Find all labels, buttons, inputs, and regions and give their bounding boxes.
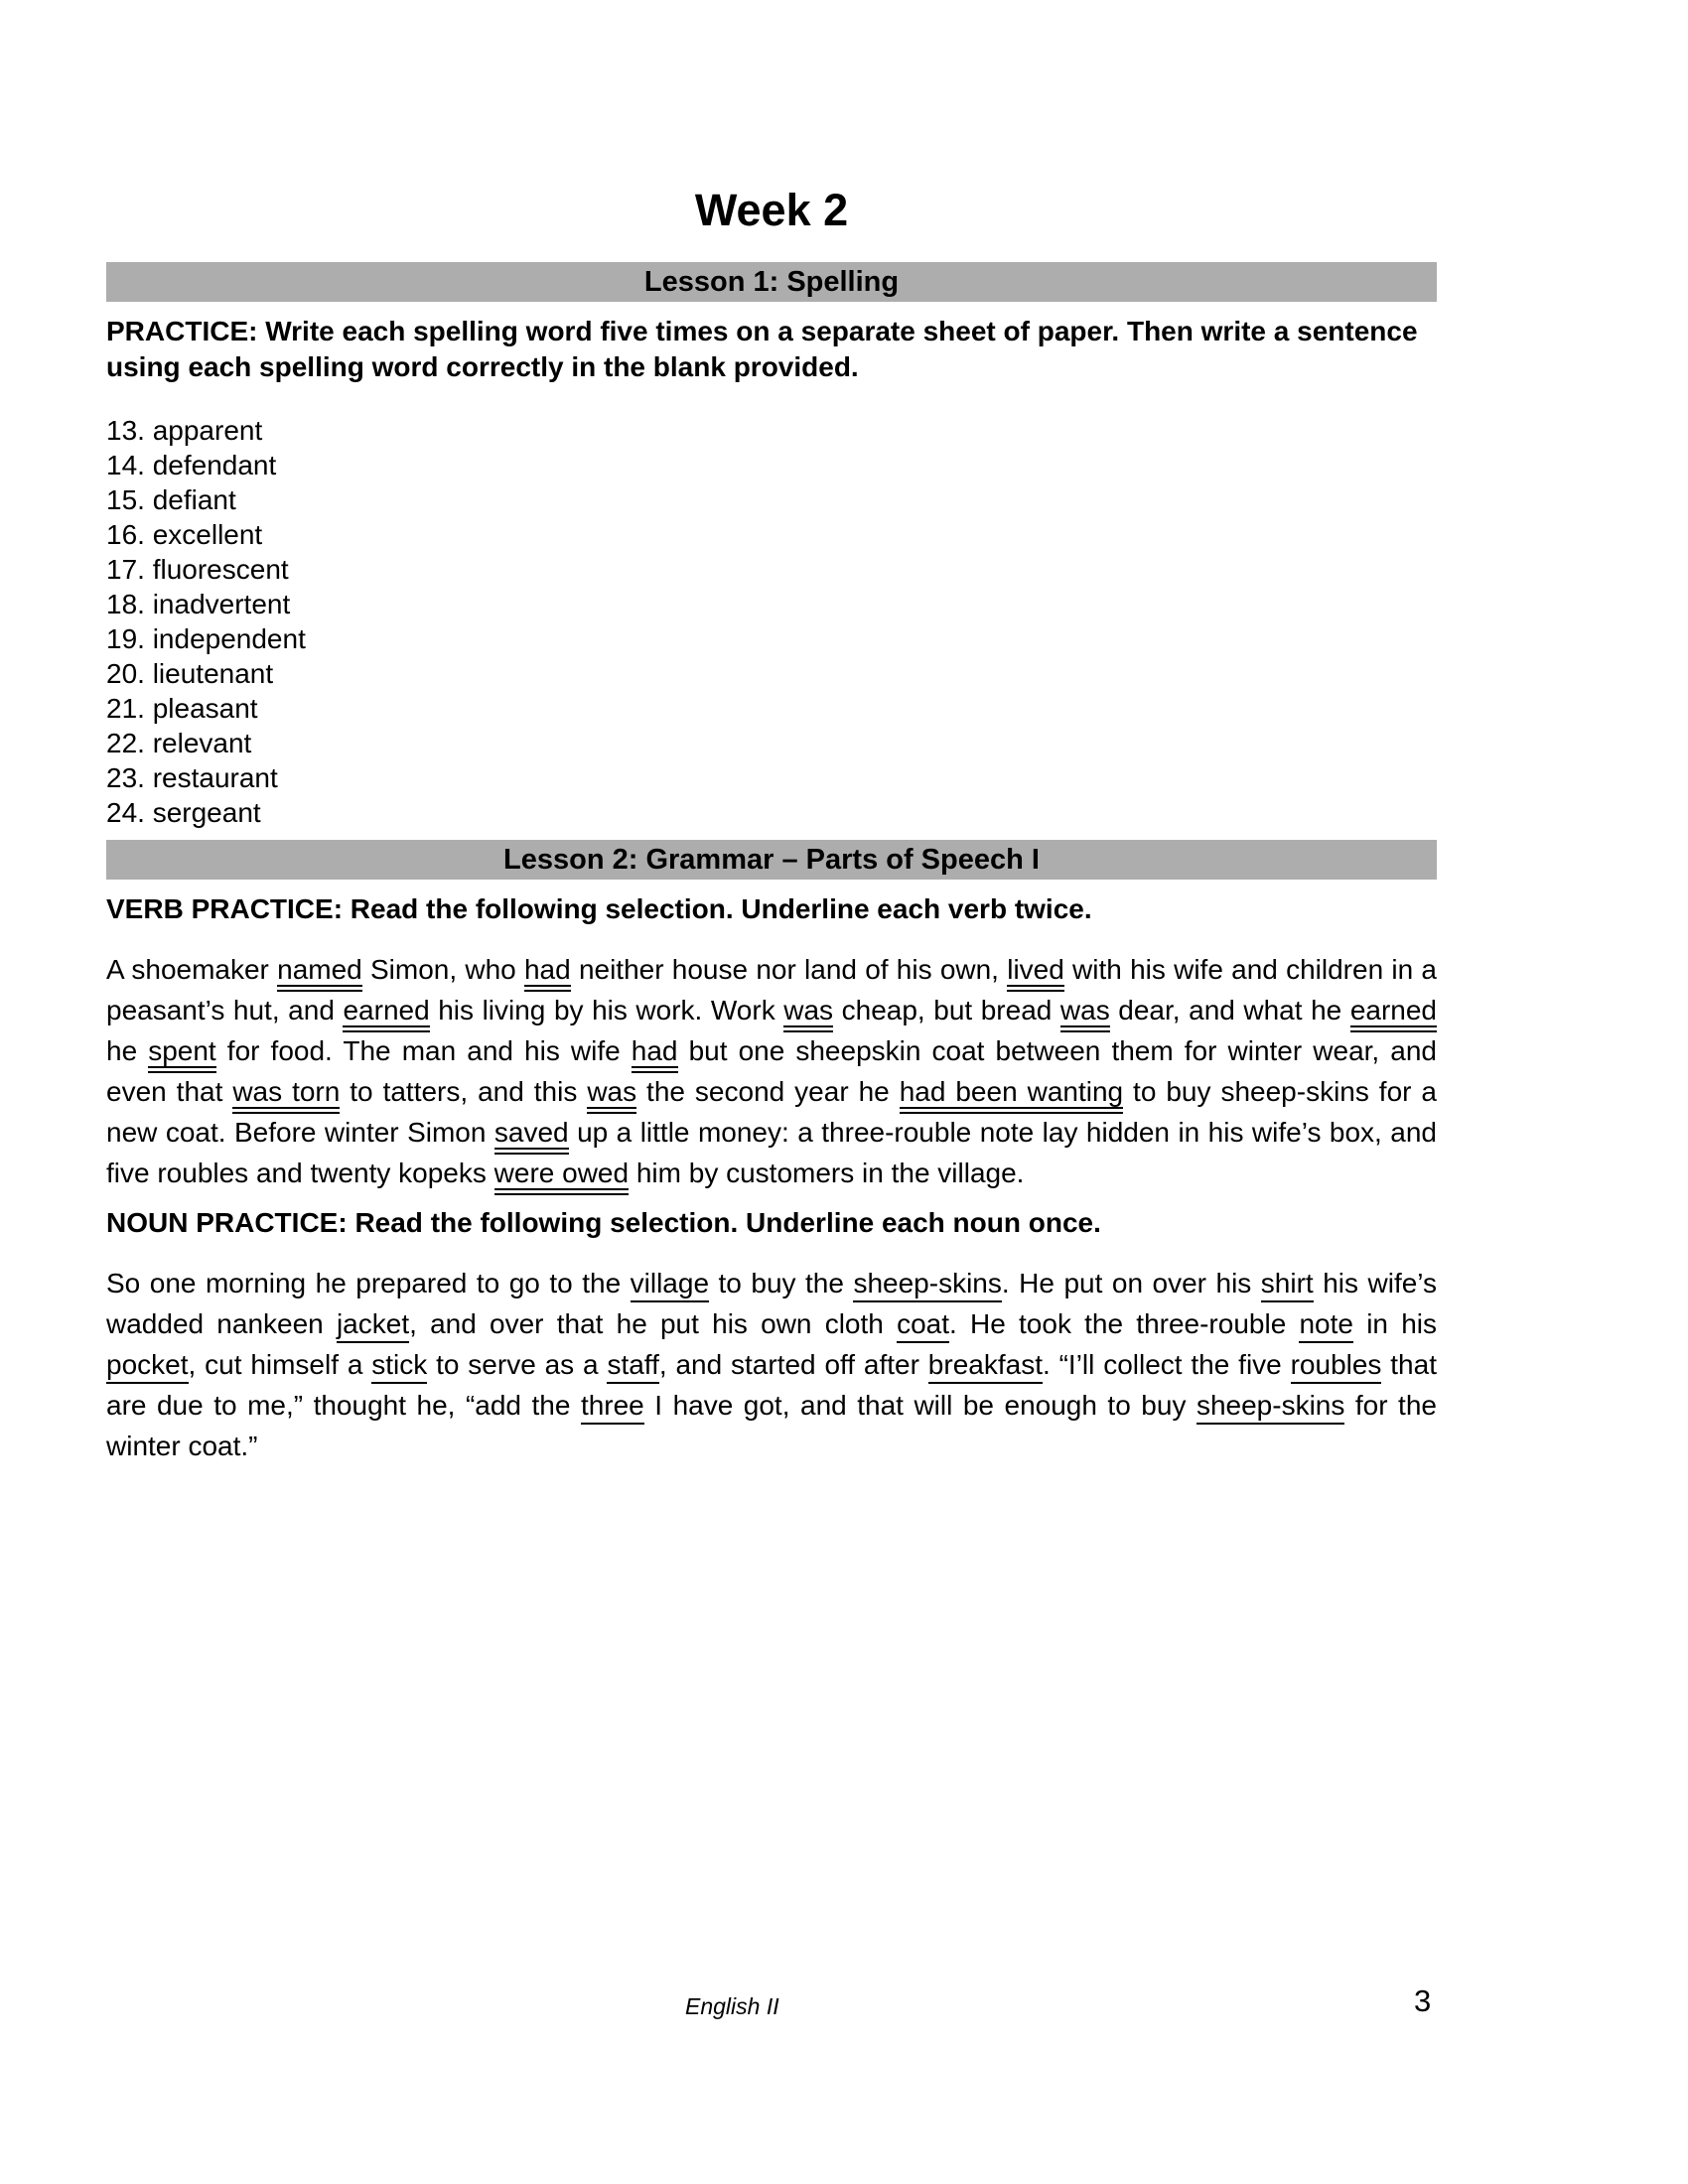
spelling-word-item [106, 587, 1437, 621]
word-number: 24. [106, 797, 153, 828]
underlined-noun: coat [897, 1308, 949, 1343]
word-text: sergeant [152, 797, 261, 828]
spelling-word-list [106, 413, 1437, 830]
page-content [106, 0, 1437, 1466]
text-run: his wife’s wadded nankeen [106, 1268, 1438, 1339]
text-run: neither house nor land of his own, [570, 954, 1008, 985]
word-text: independent [152, 623, 306, 654]
underlined-noun: stick [371, 1349, 427, 1384]
text-run: for the winter coat.” [106, 1390, 1437, 1461]
word-text: apparent [152, 415, 263, 446]
underlined-verb: spent [148, 1035, 216, 1073]
underlined-verb: was torn [232, 1076, 340, 1114]
spelling-word-item [106, 656, 1437, 691]
text-run: in his [1352, 1308, 1437, 1339]
underlined-noun: sheep-skins [1196, 1390, 1344, 1425]
text-run: to buy sheep-skins for a new coat. Before winter Simon [106, 1076, 1438, 1148]
word-number: 23. [106, 762, 153, 793]
text-run: with his wife and children in a peasant’s hut, and [106, 954, 1437, 1025]
spelling-word-item [106, 726, 1437, 760]
verb-passage [106, 949, 1437, 1193]
text-run: but one sheepskin coat between them for winter wear, and even that [106, 1035, 1437, 1107]
underlined-verb: had been wanting [900, 1076, 1123, 1114]
underlined-verb: named [277, 954, 362, 992]
underlined-verb: was [587, 1076, 636, 1114]
text-run: cheap, but bread [833, 995, 1060, 1025]
text-run: Simon, who [361, 954, 524, 985]
word-number: 16. [106, 519, 153, 550]
underlined-noun: roubles [1291, 1349, 1382, 1384]
text-run: his living by his work. Work [429, 995, 784, 1025]
word-number: 17. [106, 554, 153, 585]
noun-passage [106, 1263, 1437, 1466]
spelling-word-item [106, 413, 1437, 448]
underlined-verb: earned [343, 995, 429, 1032]
text-run: to tatters, and this [340, 1076, 588, 1107]
word-number: 19. [106, 623, 153, 654]
footer-course-label: English II [685, 1993, 779, 2019]
text-run: A shoemaker [106, 954, 278, 985]
underlined-verb: lived [1007, 954, 1064, 992]
text-run: dear, and what he [1109, 995, 1350, 1025]
underlined-noun: note [1299, 1308, 1353, 1343]
lesson2-banner: Lesson 2: Grammar – Parts of Speech I [106, 840, 1437, 880]
word-number: 20. [106, 658, 153, 689]
word-text: pleasant [152, 693, 258, 724]
spelling-practice-heading: PRACTICE: Write each spelling word five times on a separate sheet of paper. Then write a sentence using each spelling word correctly in the blank provided. [106, 316, 1418, 382]
word-text: relevant [152, 728, 252, 758]
text-run: the second year he [636, 1076, 900, 1107]
spelling-word-item [106, 552, 1437, 587]
underlined-verb: had [524, 954, 571, 992]
spelling-word-item [106, 795, 1437, 830]
text-run: So one morning he prepared to go to the [106, 1268, 631, 1298]
text-run: , cut himself a [188, 1349, 372, 1380]
page-title: Week 2 [694, 185, 849, 235]
underlined-verb: earned [1350, 995, 1437, 1032]
word-text: excellent [152, 519, 263, 550]
word-text: lieutenant [152, 658, 274, 689]
underlined-verb: were owed [494, 1158, 629, 1195]
word-number: 18. [106, 589, 153, 619]
text-run: to buy the [709, 1268, 854, 1298]
underlined-noun: sheep-skins [853, 1268, 1001, 1302]
word-text: defendant [152, 450, 277, 480]
text-run: . He put on over his [1001, 1268, 1261, 1298]
spelling-word-item [106, 621, 1437, 656]
text-run: I have got, and that will be enough to buy [643, 1390, 1196, 1421]
underlined-noun: three [581, 1390, 644, 1425]
word-text: inadvertent [152, 589, 291, 619]
text-run: that are due to me,” thought he, “add the [106, 1349, 1437, 1421]
word-number: 13. [106, 415, 153, 446]
underlined-noun: village [631, 1268, 709, 1302]
underlined-noun: pocket [106, 1349, 189, 1384]
text-run: to serve as a [427, 1349, 608, 1380]
word-text: restaurant [152, 762, 278, 793]
underlined-noun: shirt [1261, 1268, 1314, 1302]
spelling-word-item [106, 517, 1437, 552]
text-run: . He took the three-rouble [949, 1308, 1300, 1339]
underlined-noun: breakfast [928, 1349, 1043, 1384]
underlined-verb: was [783, 995, 833, 1032]
spelling-word-item [106, 482, 1437, 517]
text-run: him by customers in the village. [629, 1158, 1025, 1188]
underlined-verb: had [632, 1035, 678, 1073]
spelling-word-item [106, 691, 1437, 726]
spelling-word-item [106, 760, 1437, 795]
text-run: for food. The man and his wife [215, 1035, 632, 1066]
word-number: 21. [106, 693, 153, 724]
text-run: . “I’ll collect the five [1042, 1349, 1291, 1380]
underlined-noun: jacket [337, 1308, 409, 1343]
underlined-noun: staff [607, 1349, 658, 1384]
word-number: 22. [106, 728, 153, 758]
text-run: he [106, 1035, 149, 1066]
text-run: , and over that he put his own cloth [409, 1308, 898, 1339]
spelling-word-item [106, 448, 1437, 482]
text-run: up a little money: a three-rouble note lay hidden in his wife’s box, and five roubles and twenty kopeks [106, 1117, 1437, 1188]
word-number: 15. [106, 484, 153, 515]
lesson1-banner: Lesson 1: Spelling [106, 262, 1437, 302]
underlined-verb: saved [494, 1117, 569, 1155]
page-number: 3 [1414, 1983, 1432, 2018]
word-number: 14. [106, 450, 153, 480]
word-text: defiant [152, 484, 236, 515]
text-run: , and started off after [658, 1349, 928, 1380]
word-text: fluorescent [152, 554, 289, 585]
verb-practice-heading: VERB PRACTICE: Read the following selection. Underline each verb twice. [106, 893, 1092, 924]
underlined-verb: was [1060, 995, 1110, 1032]
noun-practice-heading: NOUN PRACTICE: Read the following selection. Underline each noun once. [106, 1207, 1101, 1238]
